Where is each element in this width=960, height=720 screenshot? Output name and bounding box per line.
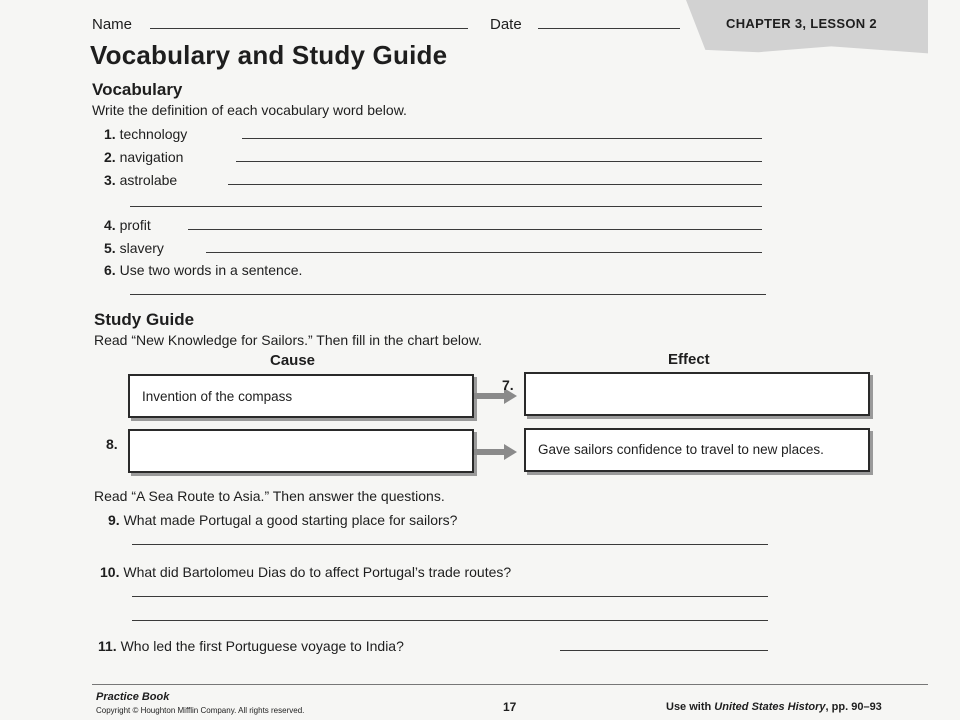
cause-box-8[interactable] <box>128 429 474 473</box>
answer-line-6[interactable] <box>130 294 766 295</box>
vocab-item-4 <box>104 217 151 233</box>
study-guide-heading: Study Guide <box>94 310 195 329</box>
vocab-item-number: 2. <box>104 149 116 165</box>
name-label: Name <box>92 16 133 33</box>
question-11 <box>98 638 404 654</box>
footer-book: Practice Book <box>96 691 170 703</box>
effect-text-2: Gave sailors confidence to travel to new places. <box>538 442 824 457</box>
vocab-item-number: 4. <box>104 217 116 233</box>
question-number: 11. <box>98 638 117 654</box>
question-10 <box>100 564 511 580</box>
effect-box-7[interactable] <box>524 372 870 416</box>
question-9 <box>108 512 457 528</box>
vocabulary-instruction: Write the definition of each vocabulary word below. <box>92 102 407 118</box>
cause-label: Cause <box>270 352 316 369</box>
page-number: 17 <box>503 700 517 714</box>
vocab-item-word: navigation <box>119 149 184 165</box>
vocab-item-word: technology <box>119 126 188 142</box>
page-title: Vocabulary and Study Guide <box>90 40 448 70</box>
answer-line-1[interactable] <box>242 138 762 139</box>
vocab-item-3 <box>104 172 177 188</box>
use-with-pages: , pp. 90–93 <box>825 701 882 713</box>
question-text: What did Bartolomeu Dias do to affect Portugal’s trade routes? <box>123 564 512 580</box>
study-guide-instruction: Read “New Knowledge for Sailors.” Then fill in the chart below. <box>94 332 483 348</box>
answer-line-3[interactable] <box>228 184 762 185</box>
vocab-item-6 <box>104 262 302 278</box>
answer-line-2[interactable] <box>236 161 762 162</box>
answer-line-9[interactable] <box>132 544 768 545</box>
chapter-label: CHAPTER 3, LESSON 2 <box>726 16 877 31</box>
use-with-prefix: Use with <box>666 701 715 713</box>
vocab-item-word: astrolabe <box>119 172 178 188</box>
name-line[interactable] <box>150 28 468 29</box>
cause-box-1 <box>128 374 474 418</box>
answer-line-11[interactable] <box>560 650 768 651</box>
vocab-item-number: 1. <box>104 126 116 142</box>
ghost-text <box>575 42 582 73</box>
footer-use-with <box>666 701 882 713</box>
cause-text-1: Invention of the compass <box>142 388 293 404</box>
question-text: Who led the first Portuguese voyage to India? <box>120 638 404 654</box>
answer-line-5[interactable] <box>206 252 762 253</box>
footer-rule <box>92 684 928 685</box>
vocab-item-number: 6. <box>104 262 116 278</box>
answer-line-3b[interactable] <box>130 206 762 207</box>
answer-line-10b[interactable] <box>132 620 768 621</box>
question-number: 10. <box>100 564 120 580</box>
answer-line-4[interactable] <box>188 229 762 230</box>
vocab-item-word: slavery <box>119 240 164 256</box>
question-text: What made Portugal a good starting place for sailors? <box>123 512 458 528</box>
question-number: 9. <box>108 512 120 528</box>
answer-line-10a[interactable] <box>132 596 768 597</box>
effect-number-7: 7. <box>502 377 514 393</box>
vocab-item-word: Use two words in a sentence. <box>119 262 303 278</box>
cause-number-8: 8. <box>106 436 118 452</box>
footer-copyright: Copyright © Houghton Mifflin Company. All rights reserved. <box>96 706 305 715</box>
vocab-item-number: 5. <box>104 240 116 256</box>
date-line[interactable] <box>538 28 680 29</box>
vocab-item-1 <box>104 126 187 142</box>
study-guide-instruction-2: Read “A Sea Route to Asia.” Then answer the questions. <box>94 488 445 504</box>
vocab-item-2 <box>104 149 183 165</box>
effect-label: Effect <box>668 351 710 368</box>
date-label: Date <box>490 16 522 33</box>
vocabulary-heading: Vocabulary <box>92 80 183 99</box>
arrow-right-icon <box>474 443 518 461</box>
vocab-item-number: 3. <box>104 172 116 188</box>
vocab-item-word: profit <box>119 217 151 233</box>
use-with-title: United States History <box>714 701 826 713</box>
effect-box-2 <box>524 428 870 472</box>
vocab-item-5 <box>104 240 164 256</box>
